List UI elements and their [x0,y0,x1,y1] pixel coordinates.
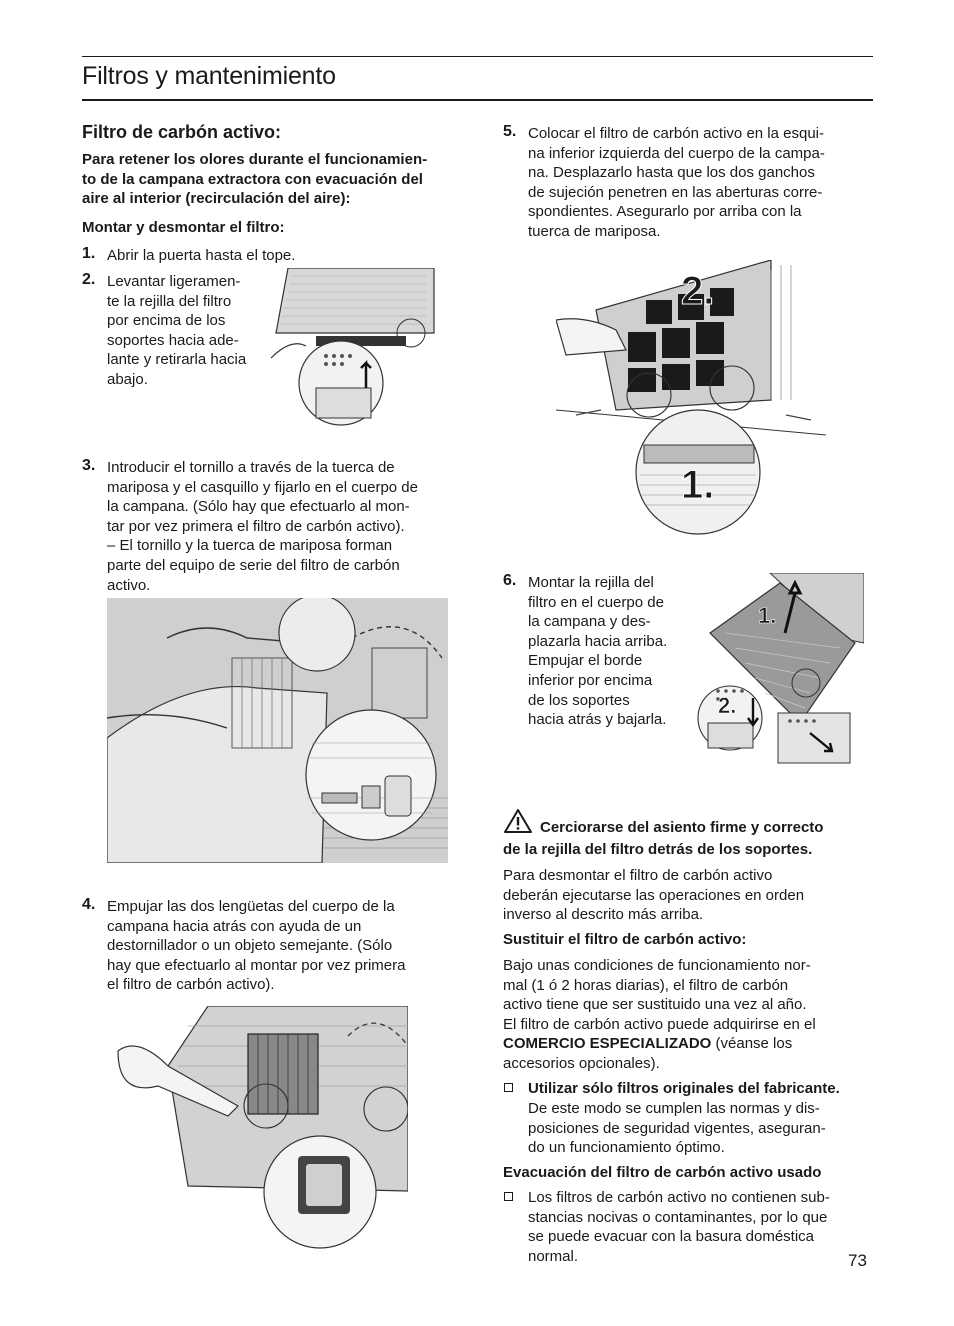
disposal-heading: Evacuación del filtro de carbón activo usado [503,1164,822,1181]
intro-bold [82,150,462,209]
step-5-line: tuerca de mariposa. [528,222,661,240]
step-2-line: Levantar ligeramen- [107,273,241,290]
replace-line: activo tiene que ser sustituido una vez al año. [503,996,807,1014]
replace-line: El filtro de carbón activo puede adquirirse en el [503,1015,816,1033]
step-2-number: 2. [82,271,96,288]
step-5-number: 5. [503,123,517,140]
warning-line-2: de la rejilla del filtro detrás de los soportes. [503,841,813,858]
replace-line [503,1034,816,1054]
step-3-line: – El tornillo y la tuerca de mariposa forman [107,537,393,555]
dismount-line: Para desmontar el filtro de carbón activo [503,867,773,884]
step-5-text [528,124,825,242]
intro-line: Para retener los olores durante el funcionamien- [82,151,428,168]
dismount-line: inverso al descrito más arriba. [503,906,704,924]
step-1-text [107,246,295,266]
page-number: 73 [848,1251,867,1270]
replace-line: accesorios opcionales). [503,1054,660,1072]
bullet-1-line: posiciones de seguridad vigentes, aseguran- [528,1119,826,1137]
step-4-number: 4. [82,896,96,913]
replace-paragraph [503,956,816,1074]
bullet-1-text [528,1099,826,1158]
step-6-line: plazarla hacia arriba. [528,632,668,650]
step-3-line: activo. [107,576,151,594]
figure-5-label-b: 1. [681,463,715,507]
specialist-shop-label: COMERCIO ESPECIALIZADO [503,1035,712,1053]
step-3-line: la campana. (Sólo hay que efectuarlo al mon- [107,498,410,516]
dismount-line: deberán ejecutarse las operaciones en orden [503,886,805,904]
warning-triangle-icon [503,808,533,834]
dismount-paragraph [503,866,804,925]
step-6-line: filtro en el cuerpo de [528,593,664,611]
bullet-2-line: stancias nocivas o contaminantes, por lo que [528,1208,828,1226]
figure-remove-grille [266,268,436,428]
step-5-line: Colocar el filtro de carbón activo en la esqui- [528,125,824,142]
step-2-line: soportes hacia ade- [107,331,239,349]
step-4-line: Empujar las dos lengüetas del cuerpo de la [107,898,395,915]
step-4-line: campana hacia atrás con ayuda de un [107,917,362,935]
figure-6-label-a: 1. [758,603,777,628]
step-2-text [107,272,246,390]
bullet-2-line: se puede evacuar con la basura doméstica [528,1228,815,1246]
step-6-line: Empujar el borde [528,652,643,670]
step-2-line: por encima de los [107,312,226,330]
step-6-line: inferior por encima [528,671,653,689]
step-3-line: tar por vez primera el filtro de carbón activo). [107,517,405,535]
replace-heading: Sustituir el filtro de carbón activo: [503,931,747,948]
page-title: Filtros y mantenimiento [82,62,336,90]
header-top-rule [82,56,873,57]
bullet-2-line: normal. [528,1247,579,1265]
figure-place-filter [556,260,826,535]
step-5-line: na. Desplazarlo hasta que los dos ganchos [528,164,815,182]
step-4-line: el filtro de carbón activo). [107,976,275,994]
figure-mount-grille [690,573,864,768]
step-6-line: de los soportes [528,691,630,709]
step-3-line: parte del equipo de serie del filtro de carbón [107,556,400,574]
step-4-line: hay que efectuarlo al montar por vez primera [107,956,406,974]
bullet-1-bold: Utilizar sólo filtros originales del fabricante. [528,1080,840,1097]
step-5-line: de sujeción penetren en las aberturas corre- [528,183,823,201]
step-4-line: destornillador o un objeto semejante. (Sólo [107,937,393,955]
mount-heading: Montar y desmontar el filtro: [82,219,285,236]
bullet-1-line: do un funcionamiento óptimo. [528,1139,725,1157]
step-6-line: hacia atrás y bajarla. [528,711,667,729]
step-4-text [107,897,405,995]
bullet-checkbox-icon [504,1083,513,1092]
step-5-line: spondientes. Asegurarlo por arriba con la [528,203,802,221]
step-3-text [107,458,418,595]
step-5-line: na inferior izquierda del cuerpo de la campa- [528,144,825,162]
intro-line: aire al interior (recirculación del aire): [82,190,351,208]
step-1-line: Abrir la puerta hasta el tope. [107,247,296,264]
bullet-checkbox-icon [504,1192,513,1201]
replace-line: Bajo unas condiciones de funcionamiento nor- [503,957,811,974]
step-3-number: 3. [82,457,96,474]
step-6-line: Montar la rejilla del [528,574,654,591]
figure-5-label-a: 2. [681,269,715,313]
figure-push-tabs [108,1006,408,1251]
warning-line-1: Cerciorarse del asiento firme y correcto [540,819,824,836]
step-3-line: mariposa y el casquillo y fijarlo en el cuerpo de [107,478,418,496]
replace-tail: (véanse los [711,1035,793,1053]
bullet-2-text [528,1188,830,1266]
section-title: Filtro de carbón activo: [82,122,282,142]
figure-insert-screw [107,598,448,863]
step-6-text [528,573,667,730]
step-3-line: Introducir el tornillo a través de la tuerca de [107,459,395,476]
replace-line: mal (1 ó 2 horas diarias), el filtro de carbón [503,976,789,994]
step-1-number: 1. [82,245,96,262]
header-bottom-rule [82,99,873,101]
step-2-line: te la rejilla del filtro [107,292,232,310]
bullet-1-line: De este modo se cumplen las normas y dis- [528,1100,820,1117]
step-6-line: la campana y des- [528,613,651,631]
step-6-number: 6. [503,572,517,589]
step-2-line: abajo. [107,370,148,388]
intro-line: to de la campana extractora con evacuación del [82,170,423,188]
step-2-line: lante y retirarla hacia [107,351,247,369]
figure-6-label-b: 2. [718,693,737,718]
bullet-2-line: Los filtros de carbón activo no contienen sub- [528,1189,830,1206]
